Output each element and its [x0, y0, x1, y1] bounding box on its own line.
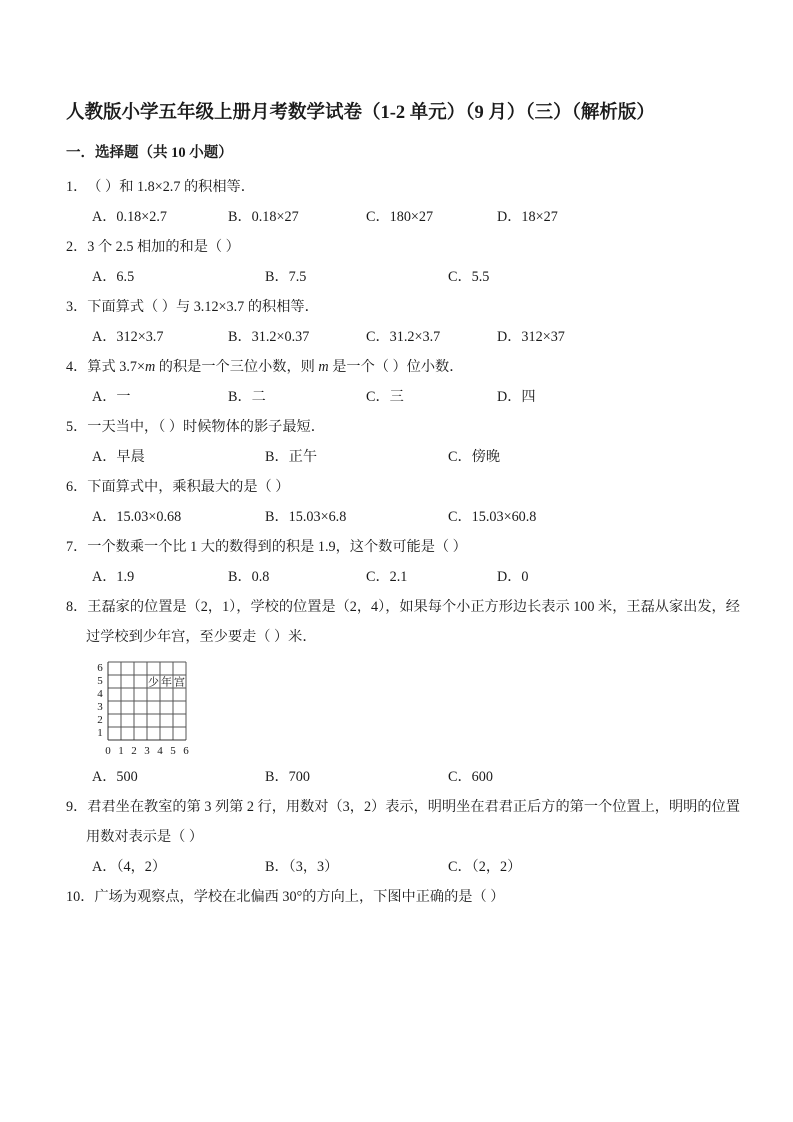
question-10: [66, 882, 746, 912]
question-2-number: 2．: [66, 239, 88, 255]
option-b[interactable]: B．31.2×0.37: [228, 329, 310, 345]
question-6: [66, 472, 746, 532]
option-c[interactable]: C．（2，2）: [448, 859, 522, 875]
figure-label-youth-palace: [148, 675, 185, 689]
question-6-options: [66, 502, 746, 532]
option-b[interactable]: B．0.8: [228, 569, 270, 585]
x-tick-4: 4: [157, 745, 163, 757]
question-3-options: [66, 322, 746, 352]
question-list: [66, 172, 746, 912]
option-a[interactable]: A．0.18×2.7: [92, 209, 167, 225]
question-4-options: [66, 382, 746, 412]
coordinate-grid-figure: [88, 654, 208, 762]
question-8-options: [66, 762, 746, 792]
question-1-options: [66, 202, 746, 232]
x-tick-2: 2: [131, 745, 137, 757]
option-c[interactable]: C．31.2×3.7: [366, 329, 441, 345]
question-8-stem: [66, 592, 746, 652]
option-d[interactable]: D．四: [497, 389, 536, 405]
question-8-figure-area: [66, 652, 746, 762]
question-2-stem: [66, 232, 746, 262]
question-4-text-post: 是一个（ ）位小数．: [328, 359, 464, 375]
question-8: [66, 592, 746, 792]
option-a[interactable]: A．（4，2）: [92, 859, 167, 875]
option-d[interactable]: D．0: [497, 569, 529, 585]
option-a[interactable]: A．15.03×0.68: [92, 509, 182, 525]
option-b[interactable]: B．二: [228, 389, 266, 405]
option-d[interactable]: D．312×37: [497, 329, 565, 345]
question-2-options: [66, 262, 746, 292]
question-7: [66, 532, 746, 592]
option-c[interactable]: C．15.03×60.8: [448, 509, 537, 525]
question-6-stem: [66, 472, 746, 502]
question-10-number: 10．: [66, 889, 95, 905]
x-tick-1: 1: [118, 745, 124, 757]
question-10-text: 广场为观察点，学校在北偏西 30°的方向上，下图中正确的是（ ）: [94, 889, 505, 905]
question-1: [66, 172, 746, 232]
option-b[interactable]: B．7.5: [265, 269, 307, 285]
option-b[interactable]: B．（3，3）: [265, 859, 339, 875]
option-c[interactable]: C．三: [366, 389, 404, 405]
question-7-text: 一个数乘一个比 1 大的数得到的积是 1.9，这个数可能是（ ）: [87, 539, 467, 555]
option-c[interactable]: C．600: [448, 769, 493, 785]
option-a[interactable]: A．早晨: [92, 449, 145, 465]
option-c[interactable]: C．傍晚: [448, 449, 501, 465]
question-5-number: 5．: [66, 419, 88, 435]
x-tick-3: 3: [144, 745, 150, 757]
question-5-stem: [66, 412, 746, 442]
question-10-stem: [66, 882, 746, 912]
question-3-stem: [66, 292, 746, 322]
question-6-text: 下面算式中，乘积最大的是（ ）: [87, 479, 290, 495]
question-5-options: [66, 442, 746, 472]
option-b[interactable]: B．15.03×6.8: [265, 509, 347, 525]
question-7-number: 7．: [66, 539, 88, 555]
question-3-number: 3．: [66, 299, 88, 315]
question-8-text: 王磊家的位置是（2，1），学校的位置是（2，4），如果每个小正方形边长表示 100 米，王磊从家出发，经过学校到少年宫，至少要走（ ）米．: [86, 599, 740, 645]
question-6-number: 6．: [66, 479, 88, 495]
option-b[interactable]: B．700: [265, 769, 310, 785]
question-7-stem: [66, 532, 746, 562]
svg-text:少: 少: [148, 676, 159, 689]
y-tick-2: 2: [97, 714, 103, 726]
y-tick-3: 3: [97, 701, 103, 713]
option-c[interactable]: C．5.5: [448, 269, 490, 285]
question-5: [66, 412, 746, 472]
y-tick-5: 5: [97, 675, 103, 687]
question-3-text: 下面算式（ ）与 3.12×3.7 的积相等．: [87, 299, 319, 315]
question-4-text-mid: 的积是一个三位小数，则: [155, 359, 319, 375]
question-1-stem: [66, 172, 746, 202]
question-2: [66, 232, 746, 292]
option-c[interactable]: C．2.1: [366, 569, 408, 585]
question-1-number: 1．: [66, 179, 88, 195]
question-9: [66, 792, 746, 882]
option-b[interactable]: B．正午: [265, 449, 318, 465]
option-a[interactable]: A．6.5: [92, 269, 135, 285]
question-7-options: [66, 562, 746, 592]
question-4-stem: [66, 352, 746, 382]
question-3: [66, 292, 746, 352]
question-9-stem: [66, 792, 746, 852]
question-4-number: 4．: [66, 359, 88, 375]
question-2-text: 3 个 2.5 相加的和是（ ）: [87, 239, 240, 255]
y-tick-1: 1: [97, 727, 103, 739]
y-tick-4: 4: [97, 688, 103, 700]
section-header: 一．选择题（共 10 小题）: [66, 145, 233, 161]
option-a[interactable]: A．一: [92, 389, 131, 405]
y-tick-6: 6: [97, 662, 103, 674]
math-variable-m: m: [144, 359, 156, 375]
question-9-text: 君君坐在教室的第 3 列第 2 行，用数对（3，2）表示，明明坐在君君正后方的第一个位置上，明明的位置用数对表示是（ ）: [86, 799, 740, 845]
question-9-options: [66, 852, 746, 882]
option-a[interactable]: A．500: [92, 769, 138, 785]
option-c[interactable]: C．180×27: [366, 209, 434, 225]
option-d[interactable]: D．18×27: [497, 209, 558, 225]
page-title: 人教版小学五年级上册月考数学试卷（1-2 单元）（9 月）（三）（解析版）: [66, 103, 655, 123]
x-tick-6: 6: [183, 745, 189, 757]
svg-text:宫: 宫: [174, 676, 185, 689]
question-4: [66, 352, 746, 412]
option-a[interactable]: A．1.9: [92, 569, 135, 585]
x-tick-5: 5: [170, 745, 176, 757]
question-8-number: 8．: [66, 599, 88, 615]
question-1-text: （ ）和 1.8×2.7 的积相等．: [87, 179, 255, 195]
math-variable-m-2: m: [318, 359, 329, 375]
option-b[interactable]: B．0.18×27: [228, 209, 299, 225]
question-9-number: 9．: [66, 799, 88, 815]
question-5-text: 一天当中，（ ）时候物体的影子最短．: [87, 419, 325, 435]
x-tick-0: 0: [105, 745, 111, 757]
option-a[interactable]: A．312×3.7: [92, 329, 164, 345]
question-4-text-pre: 算式 3.7×: [87, 359, 145, 375]
svg-text:年: 年: [161, 676, 172, 689]
